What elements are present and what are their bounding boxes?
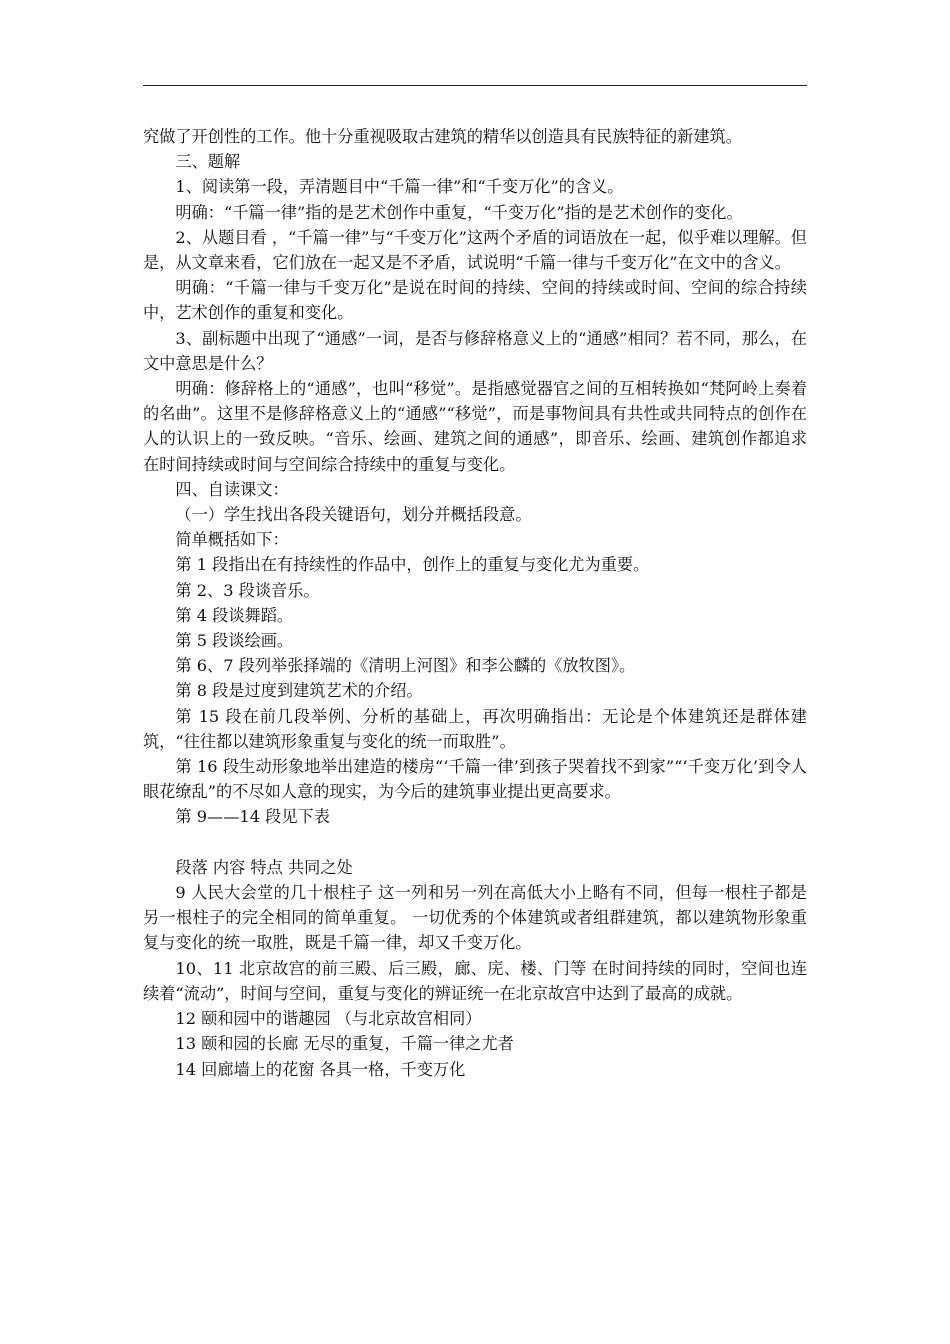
paragraph: （一）学生找出各段关键语句，划分并概括段意。 xyxy=(175,505,532,525)
paragraph: 三、题解 xyxy=(175,152,241,172)
paragraph: 第 1 段指出在有持续性的作品中，创作上的重复与变化尤为重要。 xyxy=(175,555,650,575)
paragraph: 明确：“千篇一律与千变万化”是说在时间的持续、空间的持续或时间、空间的综合持续中，艺术创作的重复和变化。 xyxy=(143,278,807,323)
paragraph: 12 颐和园中的谐趣园 （与北京故宫相同） xyxy=(175,1009,482,1029)
paragraph: 第 5 段谈绘画。 xyxy=(175,631,294,651)
paragraph: 3、副标题中出现了“通感”一词，是否与修辞格意义上的“通感”相同？若不同，那么，在文中意思是什么？ xyxy=(143,328,807,373)
paragraph: 第 9——14 段见下表 xyxy=(175,807,330,827)
paragraph: 1、阅读第一段，弄清题目中“千篇一律”和“千变万化”的含义。 xyxy=(175,177,624,197)
paragraph: 10、11 北京故宫的前三殿、后三殿，廊、庑、楼、门等 在时间持续的同时，空间也连续着“流动”，时间与空间，重复与变化的辨证统一在北京故宫中达到了最高的成就。 xyxy=(143,958,807,1003)
paragraph: 第 15 段在前几段举例、分析的基础上，再次明确指出：无论是个体建筑还是群体建筑，“往往都以建筑形象重复与变化的统一而取胜”。 xyxy=(143,706,807,751)
paragraph: 四、自读课文： xyxy=(175,479,289,499)
header-rule xyxy=(143,85,807,86)
paragraph: 第 2、3 段谈音乐。 xyxy=(175,580,320,600)
paragraph: 第 6、7 段列举张择端的《清明上河图》和李公麟的《放牧图》。 xyxy=(175,656,636,676)
paragraph: 简单概括如下： xyxy=(175,530,289,550)
paragraph: 2、从题目看 ，“千篇一律”与“千变万化”这两个矛盾的词语放在一起，似乎难以理解。但是，从文章来看，它们放在一起又是不矛盾，试说明“千篇一律与千变万化”在文中的含义。 xyxy=(143,227,807,273)
blank-line xyxy=(143,830,807,855)
paragraph: 明确：修辞格上的“通感”，也叫“移觉”。是指感觉器官之间的互相转换如“梵阿岭上奏着的名曲”。这里不是修辞格意义上的“通感”“移觉”，而是事物间具有共性或共同特点的创作在人的认识上的一致反映。“音乐、绘画、建筑之间的通感”，即音乐、绘画、建筑创作都追求在时间持续或时间与空间综合持续中的重复与变化。 xyxy=(143,379,807,474)
paragraph: 段落 内容 特点 共同之处 xyxy=(175,857,353,877)
paragraph: 13 颐和园的长廊 无尽的重复，千篇一律之尤者 xyxy=(175,1034,514,1054)
document-body xyxy=(143,124,807,1082)
paragraph: 第 8 段是过度到建筑艺术的介绍。 xyxy=(175,681,423,701)
paragraph: 第 16 段生动形象地举出建造的楼房“‘千篇一律’到孩子哭着找不到家”“‘千变万化’到令人眼花缭乱”的不尽如人意的现实，为今后的建筑事业提出更高要求。 xyxy=(143,757,807,802)
paragraph: 9 人民大会堂的几十根柱子 这一列和另一列在高低大小上略有不同，但每一根柱子都是另一根柱子的完全相同的简单重复。 一切优秀的个体建筑或者组群建筑，都以建筑物形象重复与变化的统一取胜，既是千篇一律，却又千变万化。 xyxy=(143,883,807,953)
paragraph: 第 4 段谈舞蹈。 xyxy=(175,605,294,625)
paragraph: 14 回廊墙上的花窗 各具一格，千变万化 xyxy=(175,1059,466,1079)
paragraph: 究做了开创性的工作。他十分重视吸取古建筑的精华以创造具有民族特征的新建筑。 xyxy=(143,127,742,146)
paragraph: 明确：“千篇一律”指的是艺术创作中重复，“千变万化”指的是艺术创作的变化。 xyxy=(175,202,743,222)
